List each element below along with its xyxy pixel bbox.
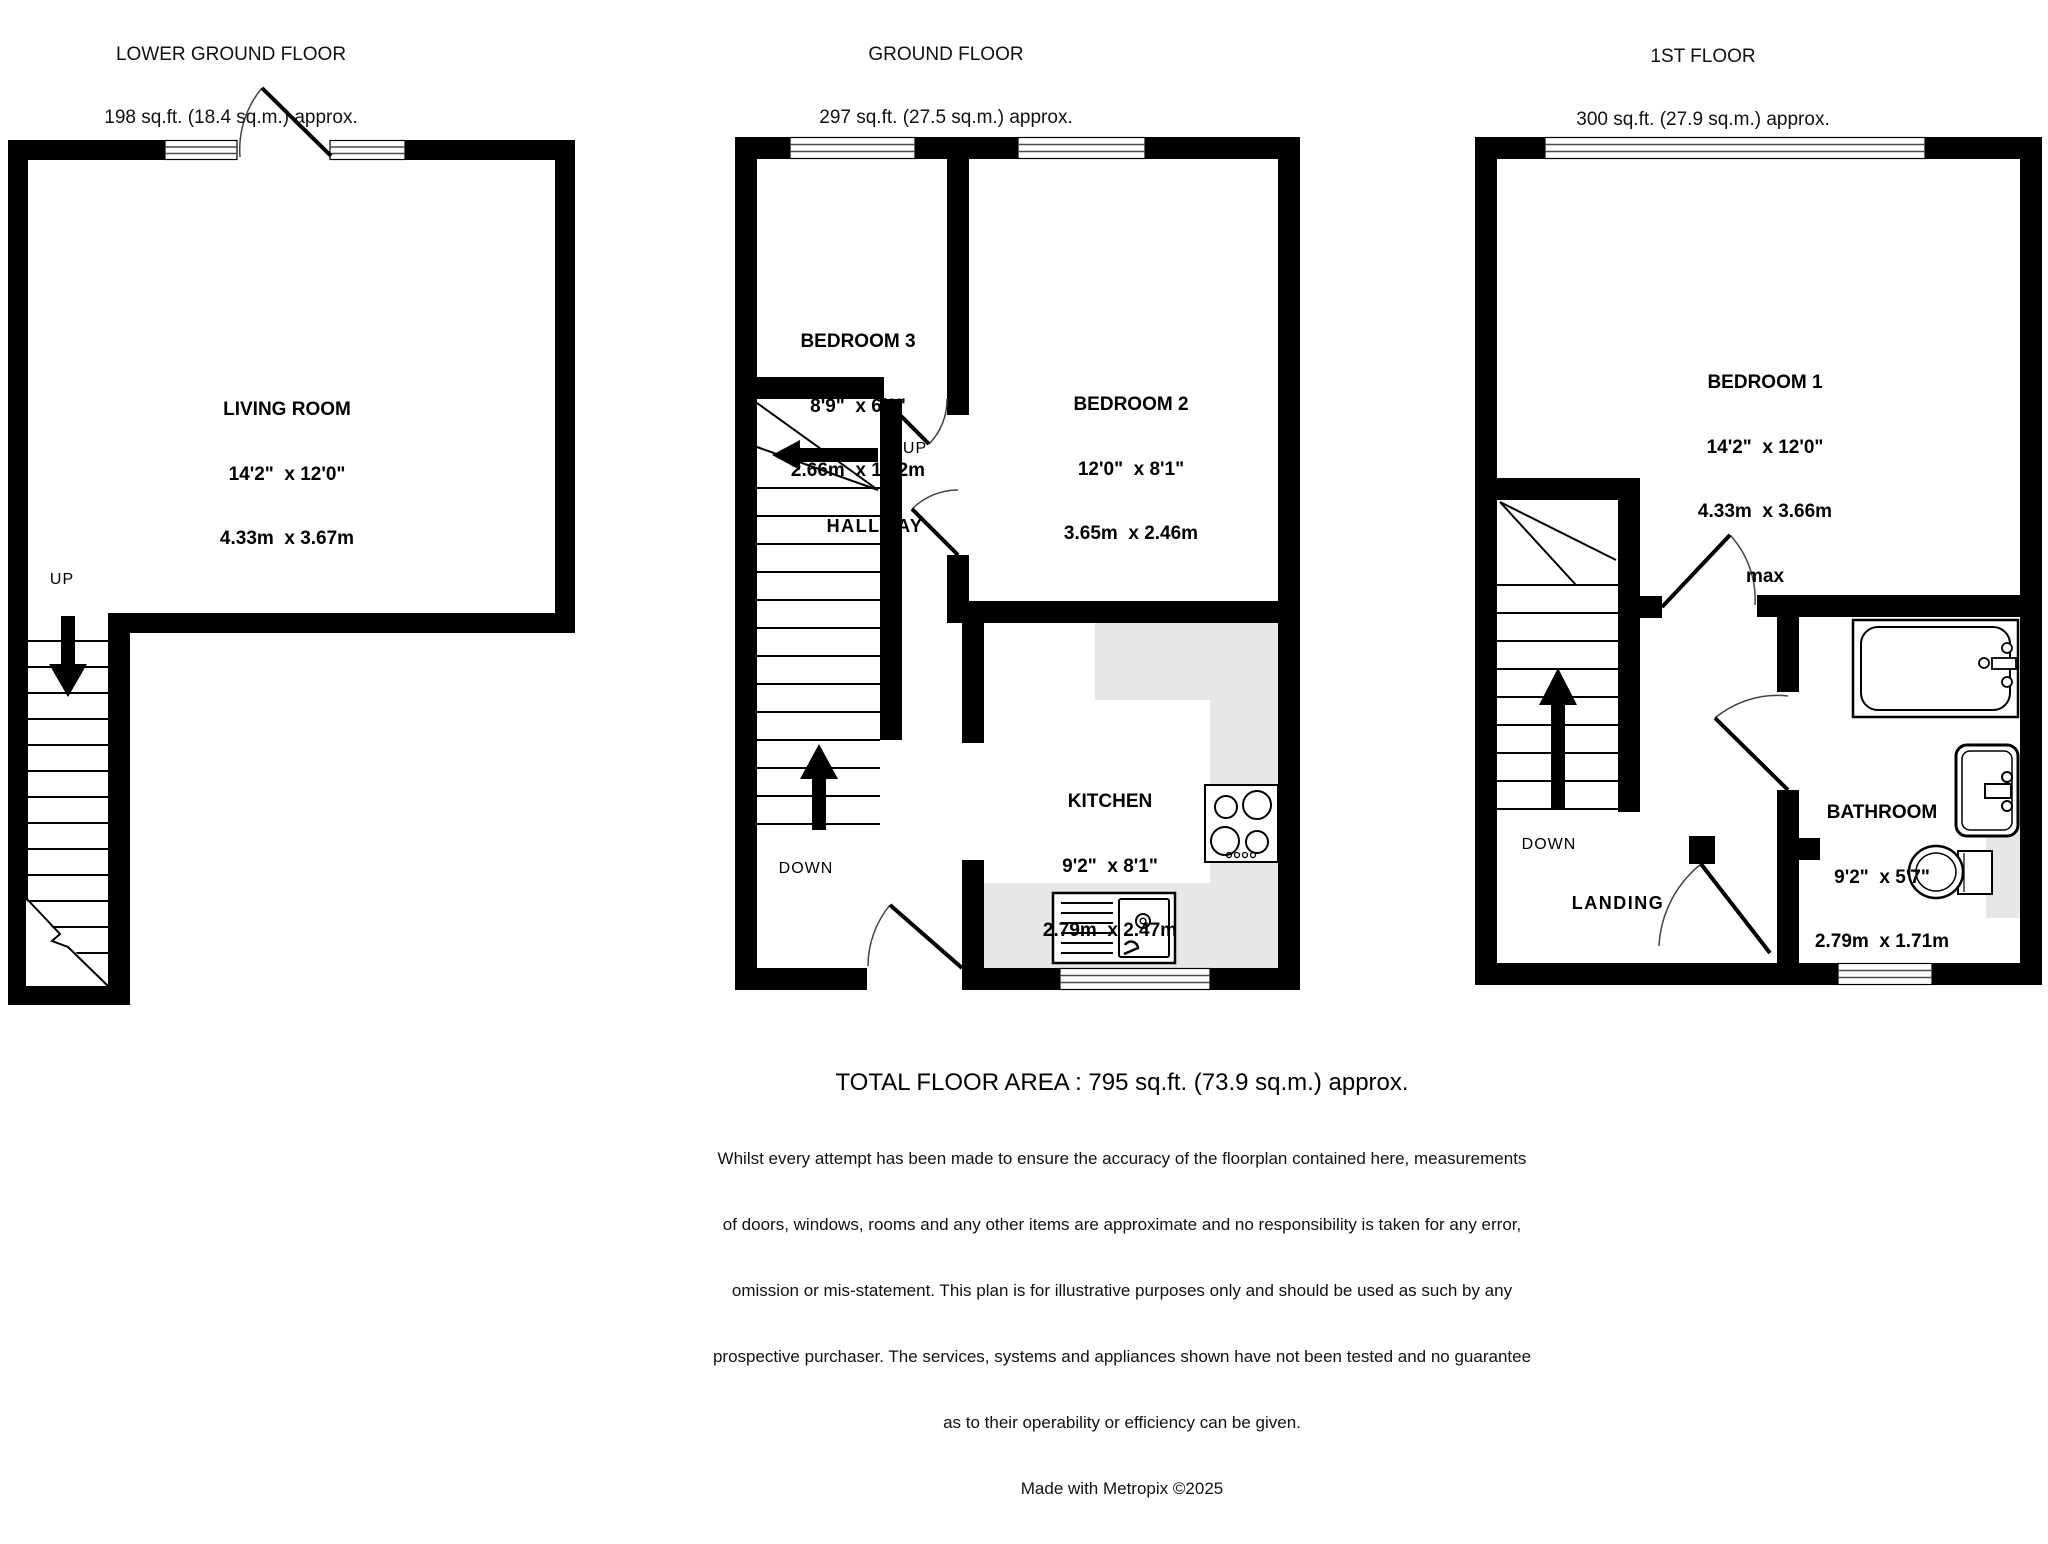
room-name: LIVING ROOM xyxy=(223,399,351,420)
room-dims-metric: 2.79m x 2.47m xyxy=(1042,920,1178,941)
ff-bathroom-door-icon xyxy=(1715,695,1788,790)
room-dims-metric: 2.66m x 1.82m xyxy=(790,460,926,481)
floor-title-text: 1ST FLOOR xyxy=(1650,46,1756,67)
floor-title-text: LOWER GROUND FLOOR xyxy=(115,44,347,65)
room-label-kitchen xyxy=(1043,748,1177,985)
room-dims-imperial: 12'0" x 8'1" xyxy=(1077,458,1185,480)
floor-title-lower-ground xyxy=(104,2,357,170)
room-name: BATHROOM xyxy=(1826,802,1938,823)
room-name: BEDROOM 2 xyxy=(1073,394,1189,415)
lgf-stairs-icon xyxy=(26,616,108,986)
room-label-landing: LANDING xyxy=(1571,893,1665,913)
up-arrow-icon xyxy=(1539,668,1577,705)
sink-icon xyxy=(1956,745,2018,836)
room-dims-imperial: 14'2" x 12'0" xyxy=(228,463,346,485)
disclaimer-line: of doors, windows, rooms and any other items are approximate and no responsibility is taken for any error, xyxy=(722,1215,1522,1234)
ff-stairs-icon xyxy=(1497,502,1618,810)
floor-area-text: 198 sq.ft. (18.4 sq.m.) approx. xyxy=(104,107,358,128)
metropix-credit: Made with Metropix ©2025 xyxy=(1020,1479,1224,1498)
room-label-bedroom-1 xyxy=(1698,329,1832,630)
room-dims-metric: 2.79m x 1.71m xyxy=(1814,931,1950,952)
stair-label-down: DOWN xyxy=(1521,836,1577,853)
gf-front-door-icon xyxy=(868,905,962,968)
stair-label-up: UP xyxy=(49,571,75,588)
room-label-living-room xyxy=(220,356,354,593)
floor-title-first xyxy=(1576,4,1829,172)
ff-landing-door-icon xyxy=(1659,864,1770,953)
stair-label-up: UP xyxy=(902,440,928,457)
stove-icon xyxy=(1205,785,1278,862)
room-label-hallway: HALLWAY xyxy=(826,516,924,536)
room-name: BEDROOM 3 xyxy=(800,331,916,352)
room-label-bathroom xyxy=(1815,759,1949,996)
floor-title-text: GROUND FLOOR xyxy=(868,44,1024,65)
room-label-bedroom-2 xyxy=(1064,351,1198,588)
disclaimer-line: as to their operability or efficiency can be given. xyxy=(943,1413,1301,1432)
room-dims-imperial: 9'2" x 8'1" xyxy=(1062,855,1158,877)
disclaimer-line: prospective purchaser. The services, systems and appliances shown have not been tested and no guarantee xyxy=(712,1347,1532,1366)
floor-title-ground xyxy=(819,2,1072,170)
room-dims-metric: 3.65m x 2.46m xyxy=(1063,523,1199,544)
disclaimer xyxy=(713,1104,1531,1544)
room-name: BEDROOM 1 xyxy=(1707,372,1823,393)
room-dims-imperial: 9'2" x 5'7" xyxy=(1834,866,1930,888)
floor-area-text: 297 sq.ft. (27.5 sq.m.) approx. xyxy=(819,107,1073,128)
gf-front-door-opening xyxy=(867,967,962,991)
floor-area-text: 300 sq.ft. (27.9 sq.m.) approx. xyxy=(1576,109,1830,130)
stair-label-down: DOWN xyxy=(778,860,834,877)
disclaimer-line: Whilst every attempt has been made to ensure the accuracy of the floorplan contained here, measurements xyxy=(717,1149,1527,1168)
room-name: KITCHEN xyxy=(1067,791,1153,812)
bathtub-icon xyxy=(1853,620,2018,717)
room-dims-note: max xyxy=(1745,565,1785,587)
total-floor-area: TOTAL FLOOR AREA : 795 sq.ft. (73.9 sq.m.) approx. xyxy=(835,1069,1409,1096)
disclaimer-line: omission or mis-statement. This plan is for illustrative purposes only and should be used as such by any xyxy=(731,1281,1513,1300)
room-dims-metric: 4.33m x 3.66m xyxy=(1697,501,1833,522)
room-dims-imperial: 8'9" x 6'0" xyxy=(810,395,906,417)
room-dims-metric: 4.33m x 3.67m xyxy=(219,528,355,549)
down-arrow-icon xyxy=(800,744,838,779)
room-label-bedroom-3 xyxy=(790,288,928,525)
room-dims-imperial: 14'2" x 12'0" xyxy=(1706,436,1824,458)
